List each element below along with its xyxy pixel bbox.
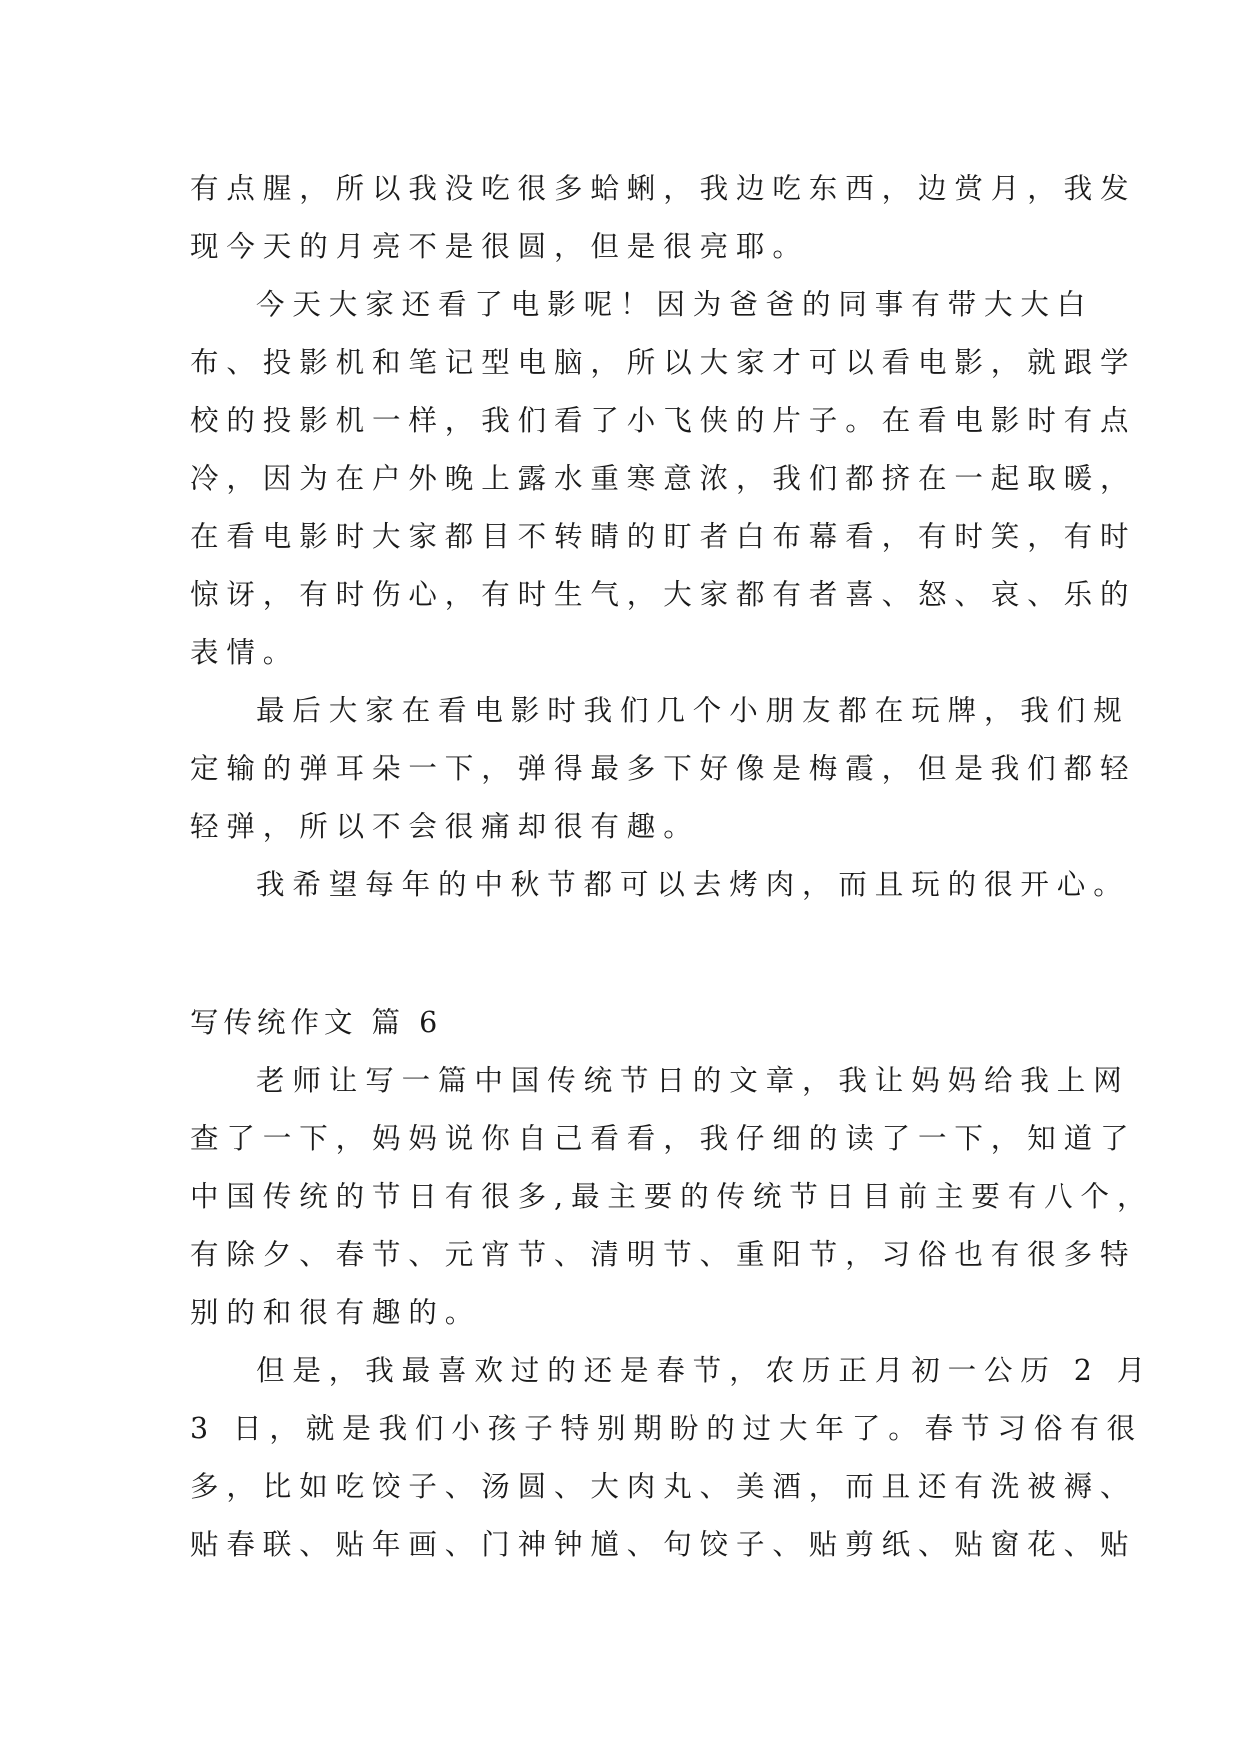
- text-line: 多，比如吃饺子、汤圆、大肉丸、美酒，而且还有洗被褥、: [190, 1470, 1137, 1503]
- paragraph-movie: [190, 276, 1137, 682]
- text-line: 轻弹，所以不会很痛却很有趣。: [190, 810, 700, 843]
- text-line: 别的和很有趣的。: [190, 1296, 482, 1329]
- section-heading: 写传统作文 篇 6: [190, 1006, 443, 1039]
- section-gap: [190, 914, 1060, 994]
- text-line: 有除夕、春节、元宵节、清明节、重阳节，习俗也有很多特: [190, 1238, 1137, 1271]
- document-body: [190, 160, 1154, 1574]
- paragraph-cards: [190, 682, 1137, 856]
- text-line: 中国传统的节日有很多,最主要的传统节日目前主要有八个，: [190, 1180, 1154, 1213]
- text-line: 惊讶，有时伤心，有时生气，大家都有者喜、怒、哀、乐的: [190, 578, 1137, 611]
- paragraph-wish: [190, 856, 1130, 914]
- text-line: 现今天的月亮不是很圆，但是很亮耶。: [190, 230, 809, 263]
- paragraph-continued: [190, 160, 1137, 276]
- text-line: 校的投影机一样，我们看了小飞侠的片子。在看电影时有点: [190, 404, 1137, 437]
- text-line: 表情。: [190, 636, 300, 669]
- text-line: 但是，我最喜欢过的还是春节，农历正月初一公历 2 月: [256, 1354, 1154, 1387]
- text-line: 贴春联、贴年画、门神钟馗、句饺子、贴剪纸、贴窗花、贴: [190, 1528, 1137, 1561]
- text-line: 冷，因为在户外晚上露水重寒意浓，我们都挤在一起取暖，: [190, 462, 1137, 495]
- text-line: 查了一下，妈妈说你自己看看，我仔细的读了一下，知道了: [190, 1122, 1137, 1155]
- text-line: 老师让写一篇中国传统节日的文章，我让妈妈给我上网: [256, 1064, 1130, 1097]
- text-line: 定输的弹耳朵一下，弹得最多下好像是梅霞，但是我们都轻: [190, 752, 1137, 785]
- text-line: 我希望每年的中秋节都可以去烤肉，而且玩的很开心。: [256, 868, 1130, 901]
- text-line: 布、投影机和笔记型电脑，所以大家才可以看电影，就跟学: [190, 346, 1137, 379]
- text-line: 今天大家还看了电影呢！因为爸爸的同事有带大大白: [256, 288, 1094, 321]
- text-line: 在看电影时大家都目不转睛的盯者白布幕看，有时笑，有时: [190, 520, 1137, 553]
- text-line: 最后大家在看电影时我们几个小朋友都在玩牌，我们规: [256, 694, 1130, 727]
- text-line: 有点腥，所以我没吃很多蛤蜊，我边吃东西，边赏月，我发: [190, 172, 1137, 205]
- paragraph-festivals: [190, 1052, 1154, 1342]
- paragraph-spring-festival: [190, 1342, 1154, 1574]
- text-line: 3 日，就是我们小孩子特别期盼的过大年了。春节习俗有很: [190, 1412, 1143, 1445]
